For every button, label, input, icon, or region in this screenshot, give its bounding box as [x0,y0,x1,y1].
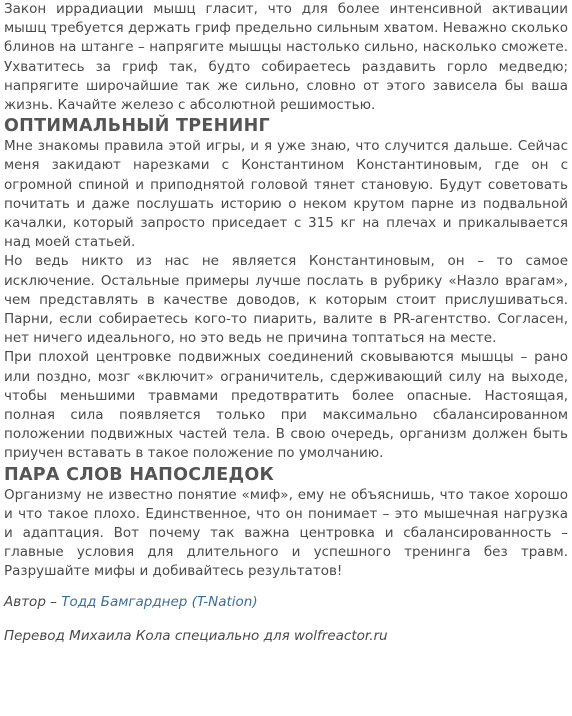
paragraph-exception: Но ведь никто из нас не является Константиновым, он – то самое исключение. Остальные примеры лучше послать в рубрику «Назло врагам», чем представлять в качестве доводов, к которым стоит прислушиваться. Парни, если собираетесь кого-то пиарить, валите в PR-агентство. Согласен, нет ничего идеального, но это ведь не причина топтаться на месте. [4,253,568,347]
heading-optimal-training: ОПТИМАЛЬНЫЙ ТРЕНИНГ [4,116,270,137]
heading-final-words: ПАРА СЛОВ НАПОСЛЕДОК [4,464,275,485]
author-link[interactable]: Тодд Бамгарднер (T-Nation) [61,593,258,610]
paragraph-grip-intro: Закон иррадиации мышц гласит, что для более интенсивной активации мышц требуется держать гриф предельно сильным хватом. Неважно сколько блинов на штанге – напрягите мышцы настолько сильно, насколько сможете. Ухватитесь за гриф так, будто собираетесь раздавить горло медведю; напрягите широчайшие так же сильно, словно от этого зависела бы ваша жизнь. Качайте железо с абсолютной решимостью. [4,1,568,114]
paragraph-joint-centering: При плохой центровке подвижных соединений сковываются мышцы – рано или поздно, мозг «включит» ограничитель, сдерживающий силу на выходе, чтобы меньшими травмами предотвратить более опасные. Настоящая, полная сила появляется только при максимально сбалансированном положении подвижных частей тела. В свою очередь, организм должен быть приучен вставать в такое положение по умолчанию. [4,349,568,462]
translation-credit: Перевод Михаила Кола специально для wolfreactor.ru [4,627,388,644]
paragraph-myth: Организму не известно понятие «миф», ему не объяснишь, что такое хорошо и что такое плохо. Единственное, что он понимает – это мышечная нагрузка и адаптация. Вот почему так важна центровка и сбалансированность – главные условия для длительного и успешного тренинга без травм. Разрушайте мифы и добивайтесь результатов! [4,486,568,580]
author-prefix: Автор – [4,593,62,610]
author-credit [4,593,568,612]
paragraph-rules-of-game: Мне знакомы правила этой игры, и я уже знаю, что случится дальше. Сейчас меня закидают нарезками с Константином Константиновым, где он с огромной спиной и приподнятой головой тянет становую. Будут советовать почитать и даже послушать историю о неком крутом парне из подвальной качалки, который запросто приседает с 315 кг на плечах и прикалывается над моей статьей. [4,138,568,251]
